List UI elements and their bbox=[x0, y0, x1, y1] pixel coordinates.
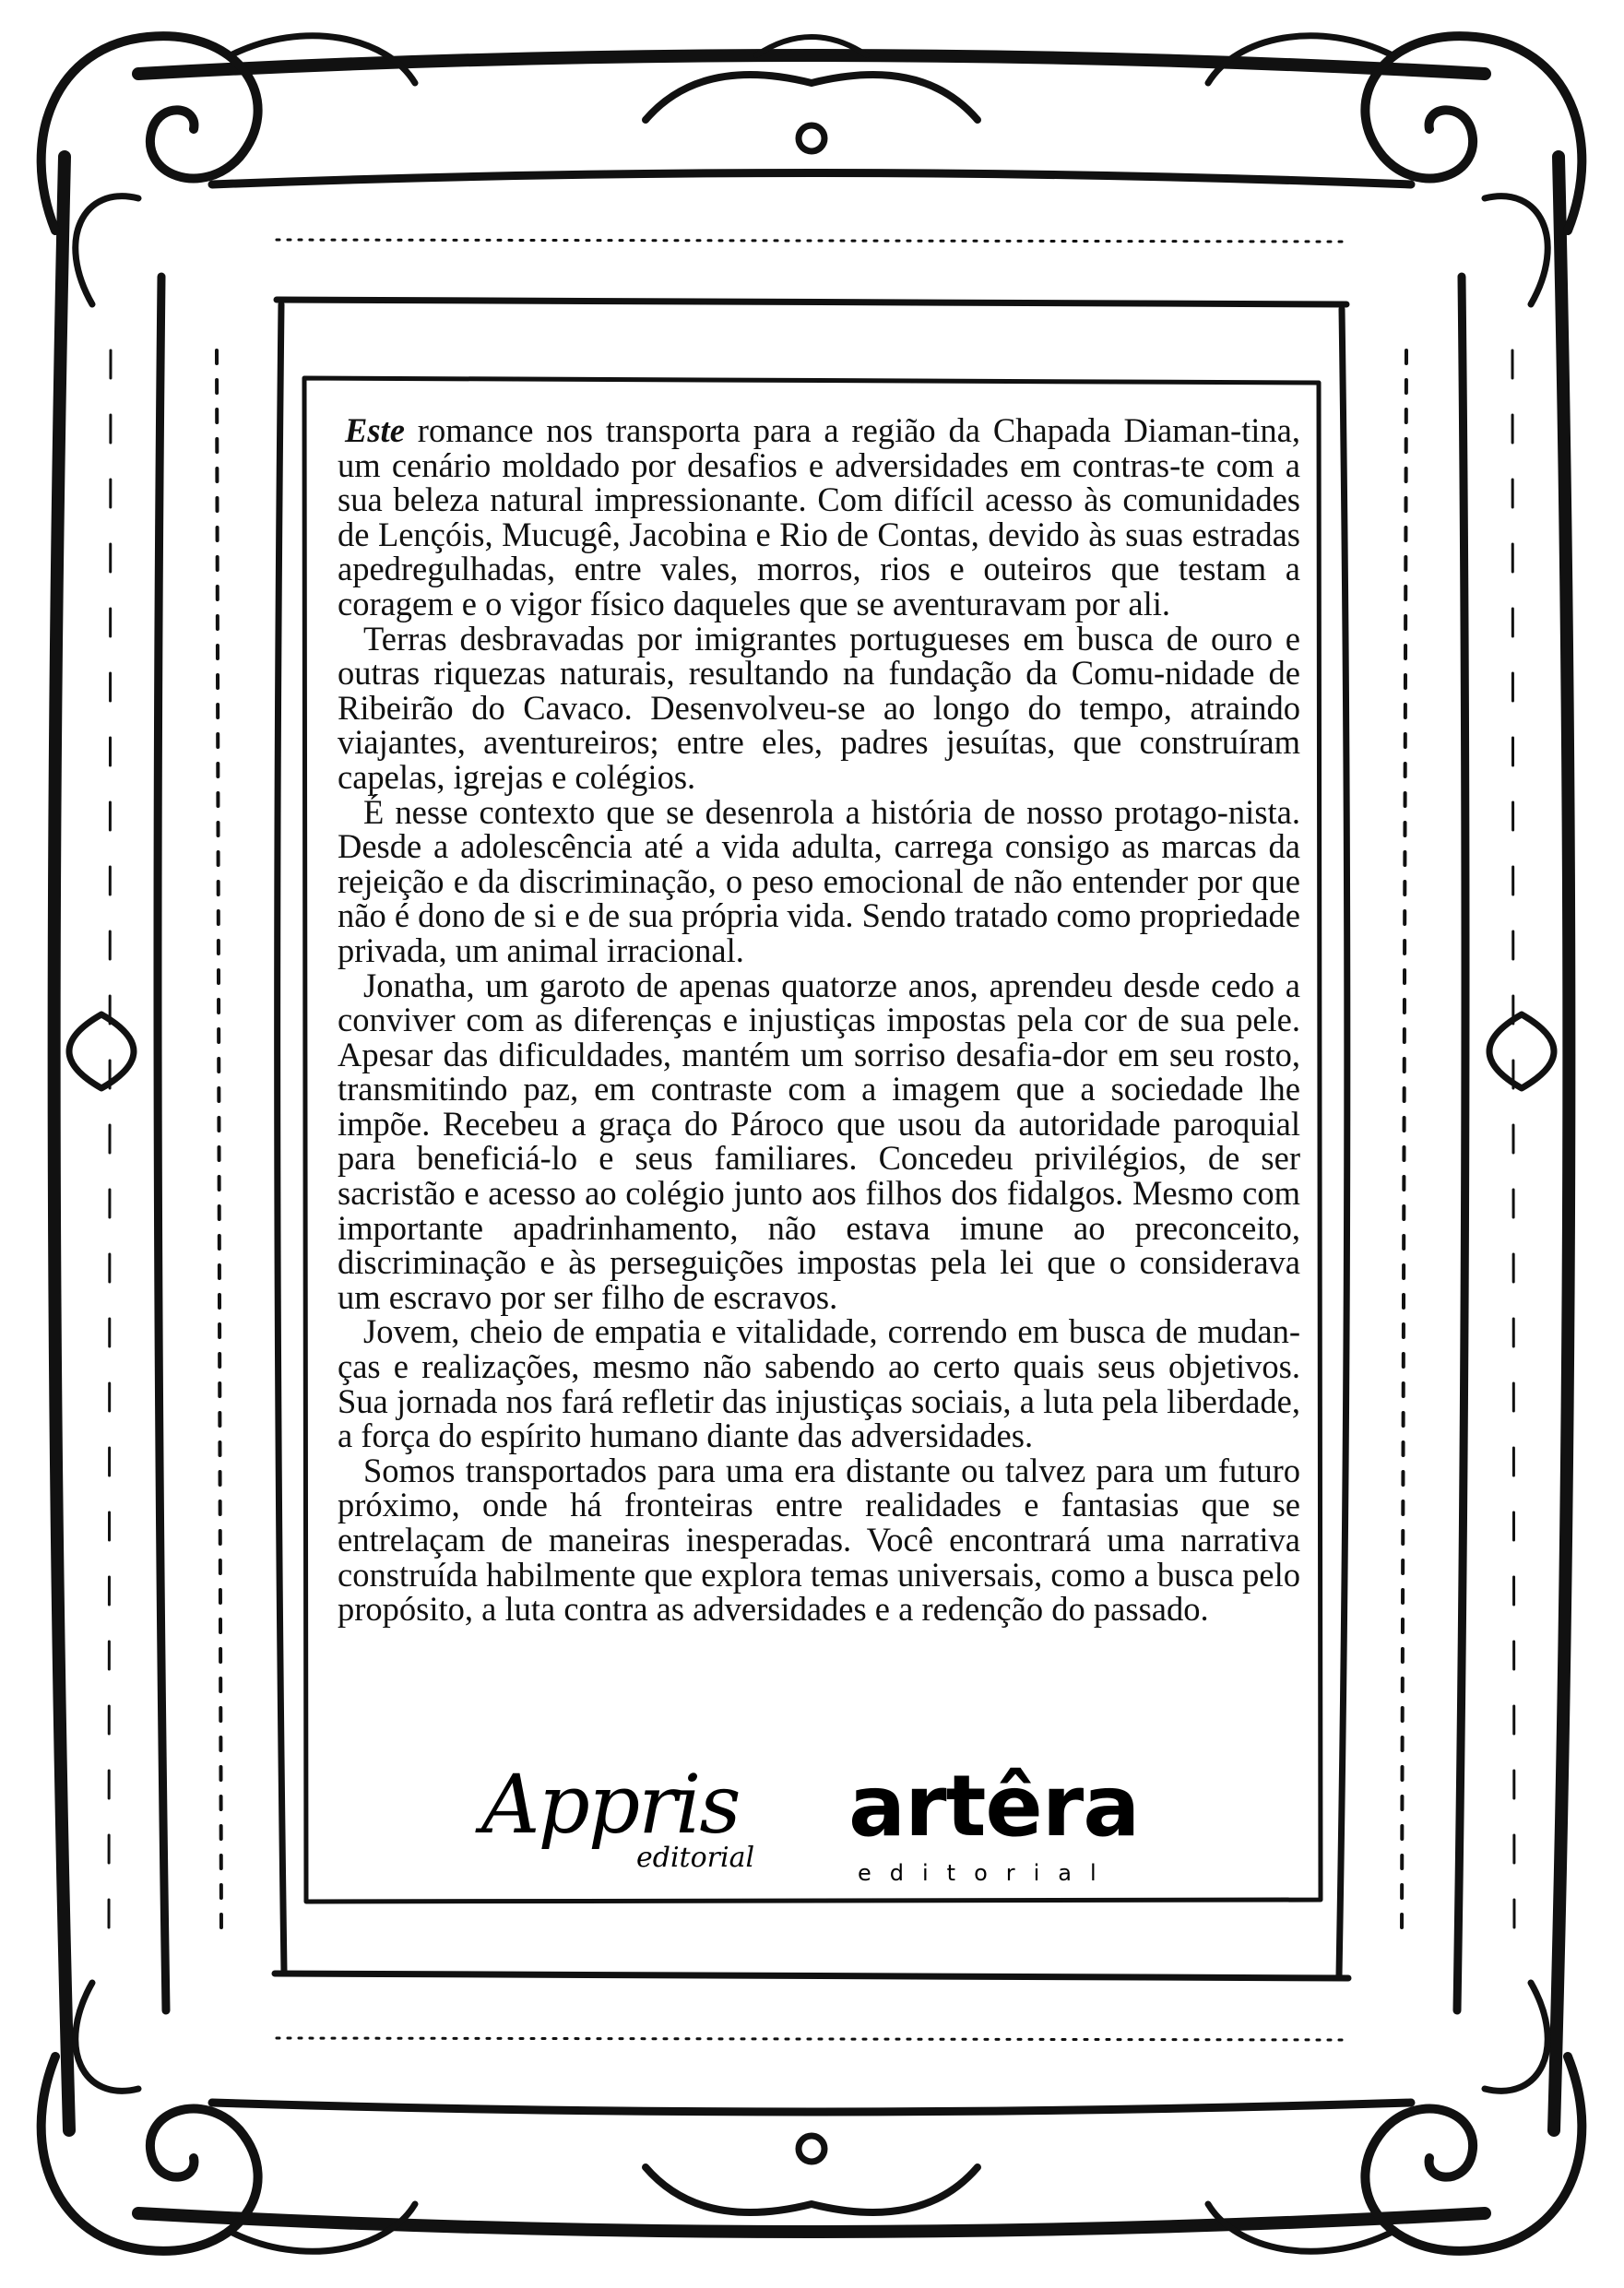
appris-logo: Appris bbox=[481, 1757, 740, 1852]
publisher-logos bbox=[470, 1757, 1171, 1923]
paragraph-1 bbox=[338, 413, 1300, 622]
artera-logo-subtitle: editorial bbox=[858, 1860, 1115, 1886]
paragraph-2: Terras desbravadas por imigrantes portugueses em busca de ouro e outras riquezas naturais, resultando na fundação da Comu-nidade de Ribeirão do Cavaco. Desenvolveu-se ao longo do tempo, atraindo viajantes, aventureiros; entre eles, padres jesuítas, que construíram capelas, igrejas e colégios. bbox=[338, 619, 1300, 796]
appris-logo-subtitle: editorial bbox=[636, 1842, 755, 1874]
paragraph-3: É nesse contexto que se desenrola a história de nosso protago-nista. Desde a adolescência até a vida adulta, carrega consigo as marcas da rejeição e da discriminação, o peso emocional de não entender por que não é dono de si e de sua própria vida. Sendo tratado como propriedade privada, um animal irracional. bbox=[338, 792, 1300, 969]
back-cover-text bbox=[338, 413, 1300, 1627]
artera-logo: artêra bbox=[848, 1757, 1140, 1855]
lead-word: Este bbox=[345, 411, 405, 449]
paragraph-1-text: romance nos transporta para a região da Chapada Diaman-tina, um cenário moldado por desafios e adversidades em contras-te com a sua beleza natural impressionante. Com difícil acesso às comunidades de Lençóis, Mucugê, Jacobina e Rio de Contas, devido às suas estradas apedregulhadas, entre vales, morros, rios e outeiros que testam a coragem e o vigor físico daqueles que se aventuravam por ali. bbox=[338, 411, 1300, 622]
paragraph-5: Jovem, cheio de empatia e vitalidade, correndo em busca de mudan-ças e realizações, mesmo não sabendo ao certo quais seus objetivos. Sua jornada nos fará refletir das injustiças sociais, a luta pela liberdade, a força do espírito humano diante das adversidades. bbox=[338, 1312, 1300, 1455]
paragraph-4: Jonatha, um garoto de apenas quatorze anos, aprendeu desde cedo a conviver com as diferenças e injustiças impostas pela cor de sua pele. Apesar das dificuldades, mantém um sorriso desafia-dor em seu rosto, transmitindo paz, em contraste com a imagem que a sociedade lhe impõe. Recebeu a graça do Pároco que usou da autoridade paroquial para beneficiá-lo e seus familiares. Concedeu privilégios, de ser sacristão e acesso ao colégio junto aos filhos dos fidalgos. Mesmo com importante apadrinhamento, não estava imune ao preconceito, discriminação e às perseguições impostas pela lei que o considerava um escravo por ser filho de escravos. bbox=[338, 966, 1300, 1316]
paragraph-6: Somos transportados para uma era distante ou talvez para um futuro próximo, onde há fronteiras entre realidades e fantasias que se entrelaçam de maneiras inesperadas. Você encontrará uma narrativa construída habilmente que explora temas universais, como a busca pelo propósito, a luta contra as adversidades e a redenção do passado. bbox=[338, 1451, 1300, 1629]
